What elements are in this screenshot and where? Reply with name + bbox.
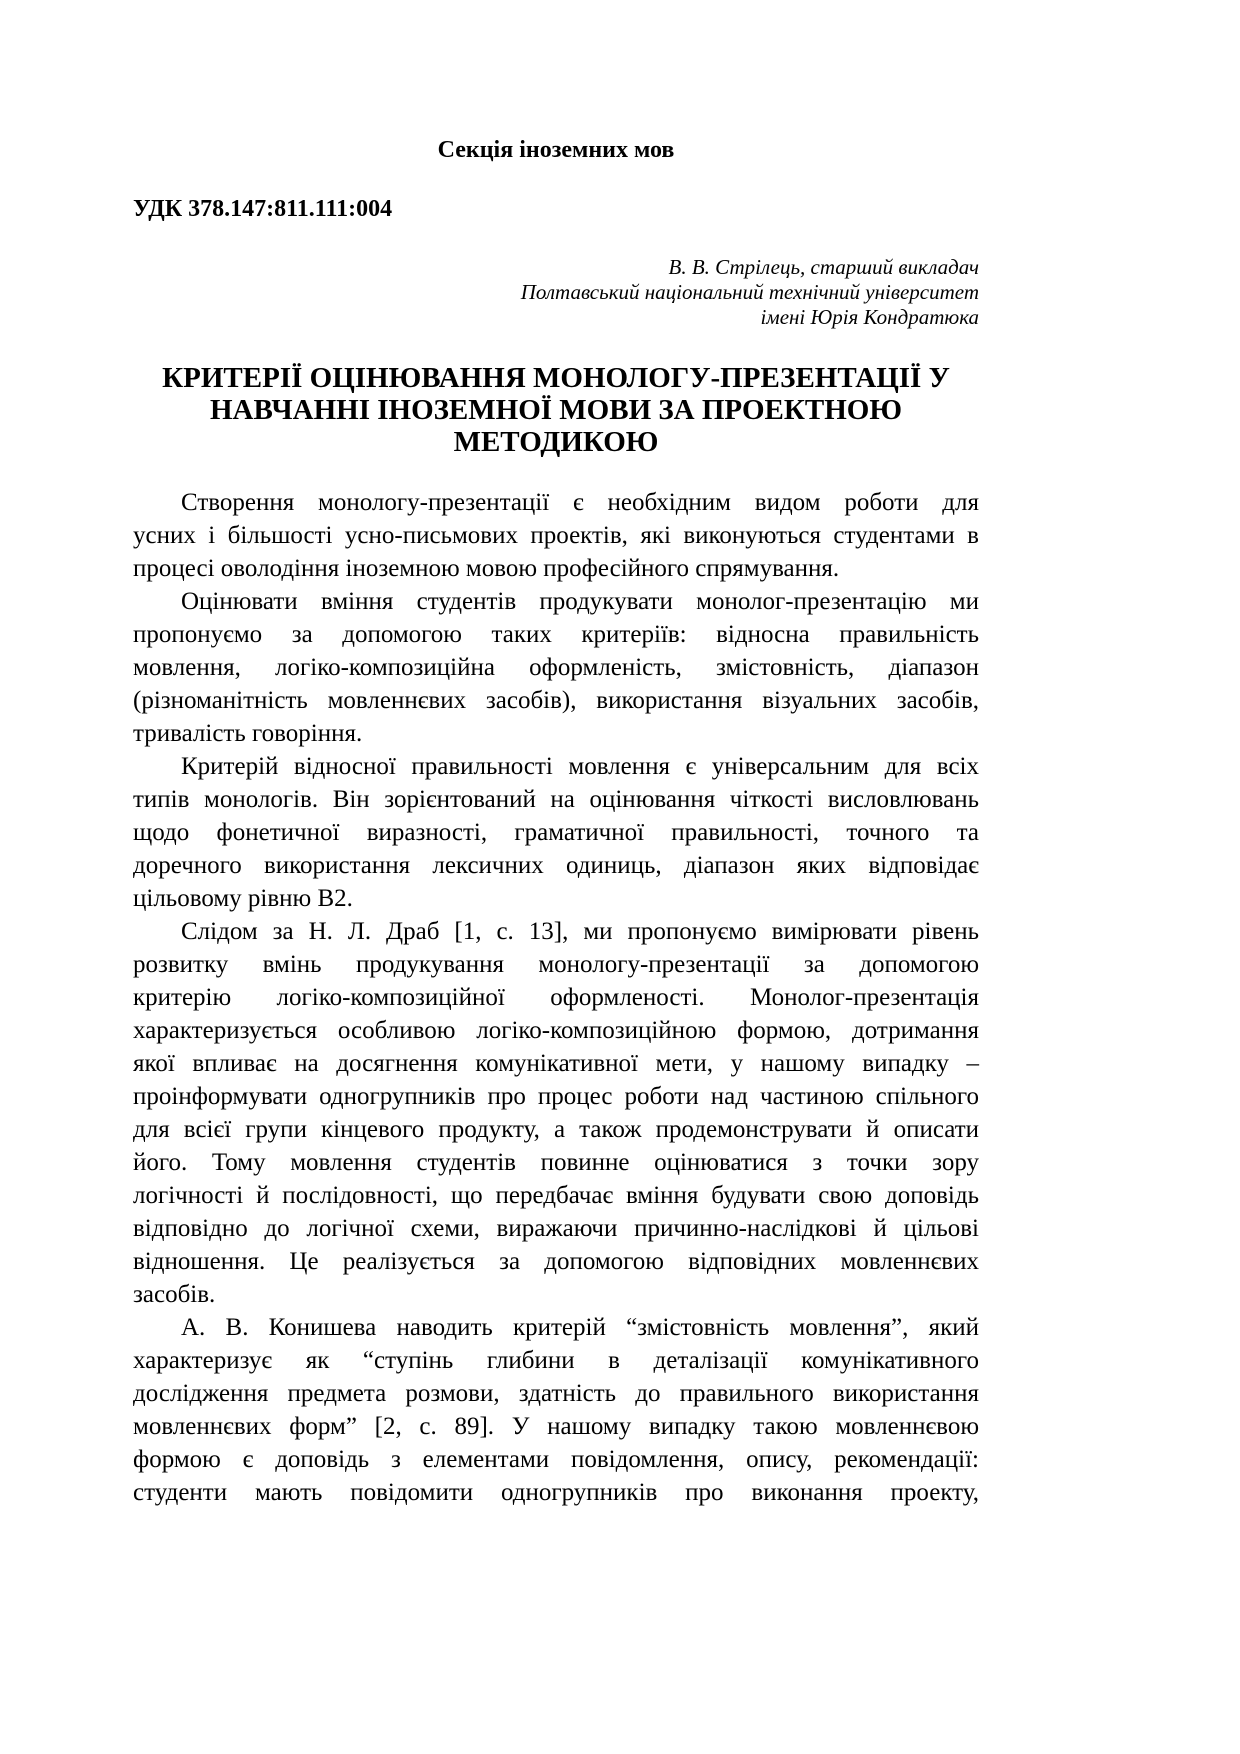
text-line: для всієї групи кінцевого продукту, а також продемонструвати й описати xyxy=(133,1116,979,1143)
text-line: процесі оволодіння іноземною мовою професійного спрямування. xyxy=(133,555,840,582)
text-line: розвитку вмінь продукування монологу-презентації за допомогою xyxy=(133,951,979,978)
text-line: пропонуємо за допомогою таких критеріїв: відносна правильність xyxy=(133,621,979,648)
text-line: мовлення, логіко-композиційна оформленість, змістовність, діапазон xyxy=(133,654,979,681)
title-line: КРИТЕРІЇ ОЦІНЮВАННЯ МОНОЛОГУ-ПРЕЗЕНТАЦІЇ У xyxy=(162,362,950,394)
text-line: відношення. Це реалізується за допомогою відповідних мовленнєвих xyxy=(133,1248,979,1275)
text-line: характеризується особливою логіко-композиційною формою, дотримання xyxy=(133,1017,979,1044)
text-line: дослідження предмета розмови, здатність до правильного використання xyxy=(133,1380,979,1407)
text-line: А. В. Конишева наводить критерій “змістовність мовлення”, який xyxy=(181,1314,979,1341)
text-line: доречного використання лексичних одиниць, діапазон яких відповідає xyxy=(133,852,979,879)
title-line: МЕТОДИКОЮ xyxy=(453,426,659,458)
author-name: В. В. Стрілець, старший викладач xyxy=(668,255,979,279)
paragraph xyxy=(133,1311,979,1509)
title-line: НАВЧАННІ ІНОЗЕМНОЇ МОВИ ЗА ПРОЕКТНОЮ xyxy=(209,394,903,426)
text-line: логічності й послідовності, що передбачає вміння будувати свою доповідь xyxy=(133,1182,979,1209)
text-line: засобів. xyxy=(133,1281,216,1308)
author-block xyxy=(133,255,979,330)
text-line: якої впливає на досягнення комунікативної мети, у нашому випадку – xyxy=(133,1050,979,1077)
text-line: цільовому рівню В2. xyxy=(133,885,353,912)
paragraph xyxy=(133,915,979,1311)
text-line: формою є доповідь з елементами повідомлення, опису, рекомендації: xyxy=(133,1446,979,1473)
text-line: Оцінювати вміння студентів продукувати монолог-презентацію ми xyxy=(181,588,979,615)
text-line: характеризує як “ступінь глибини в деталізації комунікативного xyxy=(133,1347,979,1374)
text-line: Створення монологу-презентації є необхідним видом роботи для xyxy=(181,489,979,516)
text-line: Слідом за Н. Л. Драб [1, с. 13], ми пропонуємо вимірювати рівень xyxy=(181,918,979,945)
article-title xyxy=(133,362,979,458)
article-body xyxy=(133,486,979,1509)
paragraph xyxy=(133,750,979,915)
paragraph xyxy=(133,585,979,750)
text-line: критерію логіко-композиційної оформленості. Монолог-презентація xyxy=(133,984,979,1011)
text-line: (різноманітність мовленнєвих засобів), використання візуальних засобів, xyxy=(133,687,979,714)
udk-code: УДК 378.147:811.111:004 xyxy=(133,196,393,222)
text-line: щодо фонетичної виразності, граматичної правильності, точного та xyxy=(133,819,979,846)
text-line: тривалість говоріння. xyxy=(133,720,363,747)
text-line: Критерій відносної правильності мовлення є універсальним для всіх xyxy=(181,753,979,780)
text-line: відповідно до логічної схеми, виражаючи причинно-наслідкові й цільові xyxy=(133,1215,979,1242)
paragraph xyxy=(133,486,979,585)
author-affiliation-cont: імені Юрія Кондратюка xyxy=(760,305,979,329)
text-line: типів монологів. Він зорієнтований на оцінювання чіткості висловлювань xyxy=(133,786,979,813)
author-affiliation: Полтавський національний технічний університет xyxy=(520,280,979,304)
text-line: усних і більшості усно-письмових проектів, які виконуються студентами в xyxy=(133,522,979,549)
section-heading: Секція іноземних мов xyxy=(437,137,675,163)
text-line: студенти мають повідомити одногрупників про виконання проекту, xyxy=(133,1479,979,1506)
text-line: проінформувати одногрупників про процес роботи над частиною спільного xyxy=(133,1083,979,1110)
text-line: мовленнєвих форм” [2, с. 89]. У нашому випадку такою мовленнєвою xyxy=(133,1413,979,1440)
text-line: його. Тому мовлення студентів повинне оцінюватися з точки зору xyxy=(133,1149,979,1176)
